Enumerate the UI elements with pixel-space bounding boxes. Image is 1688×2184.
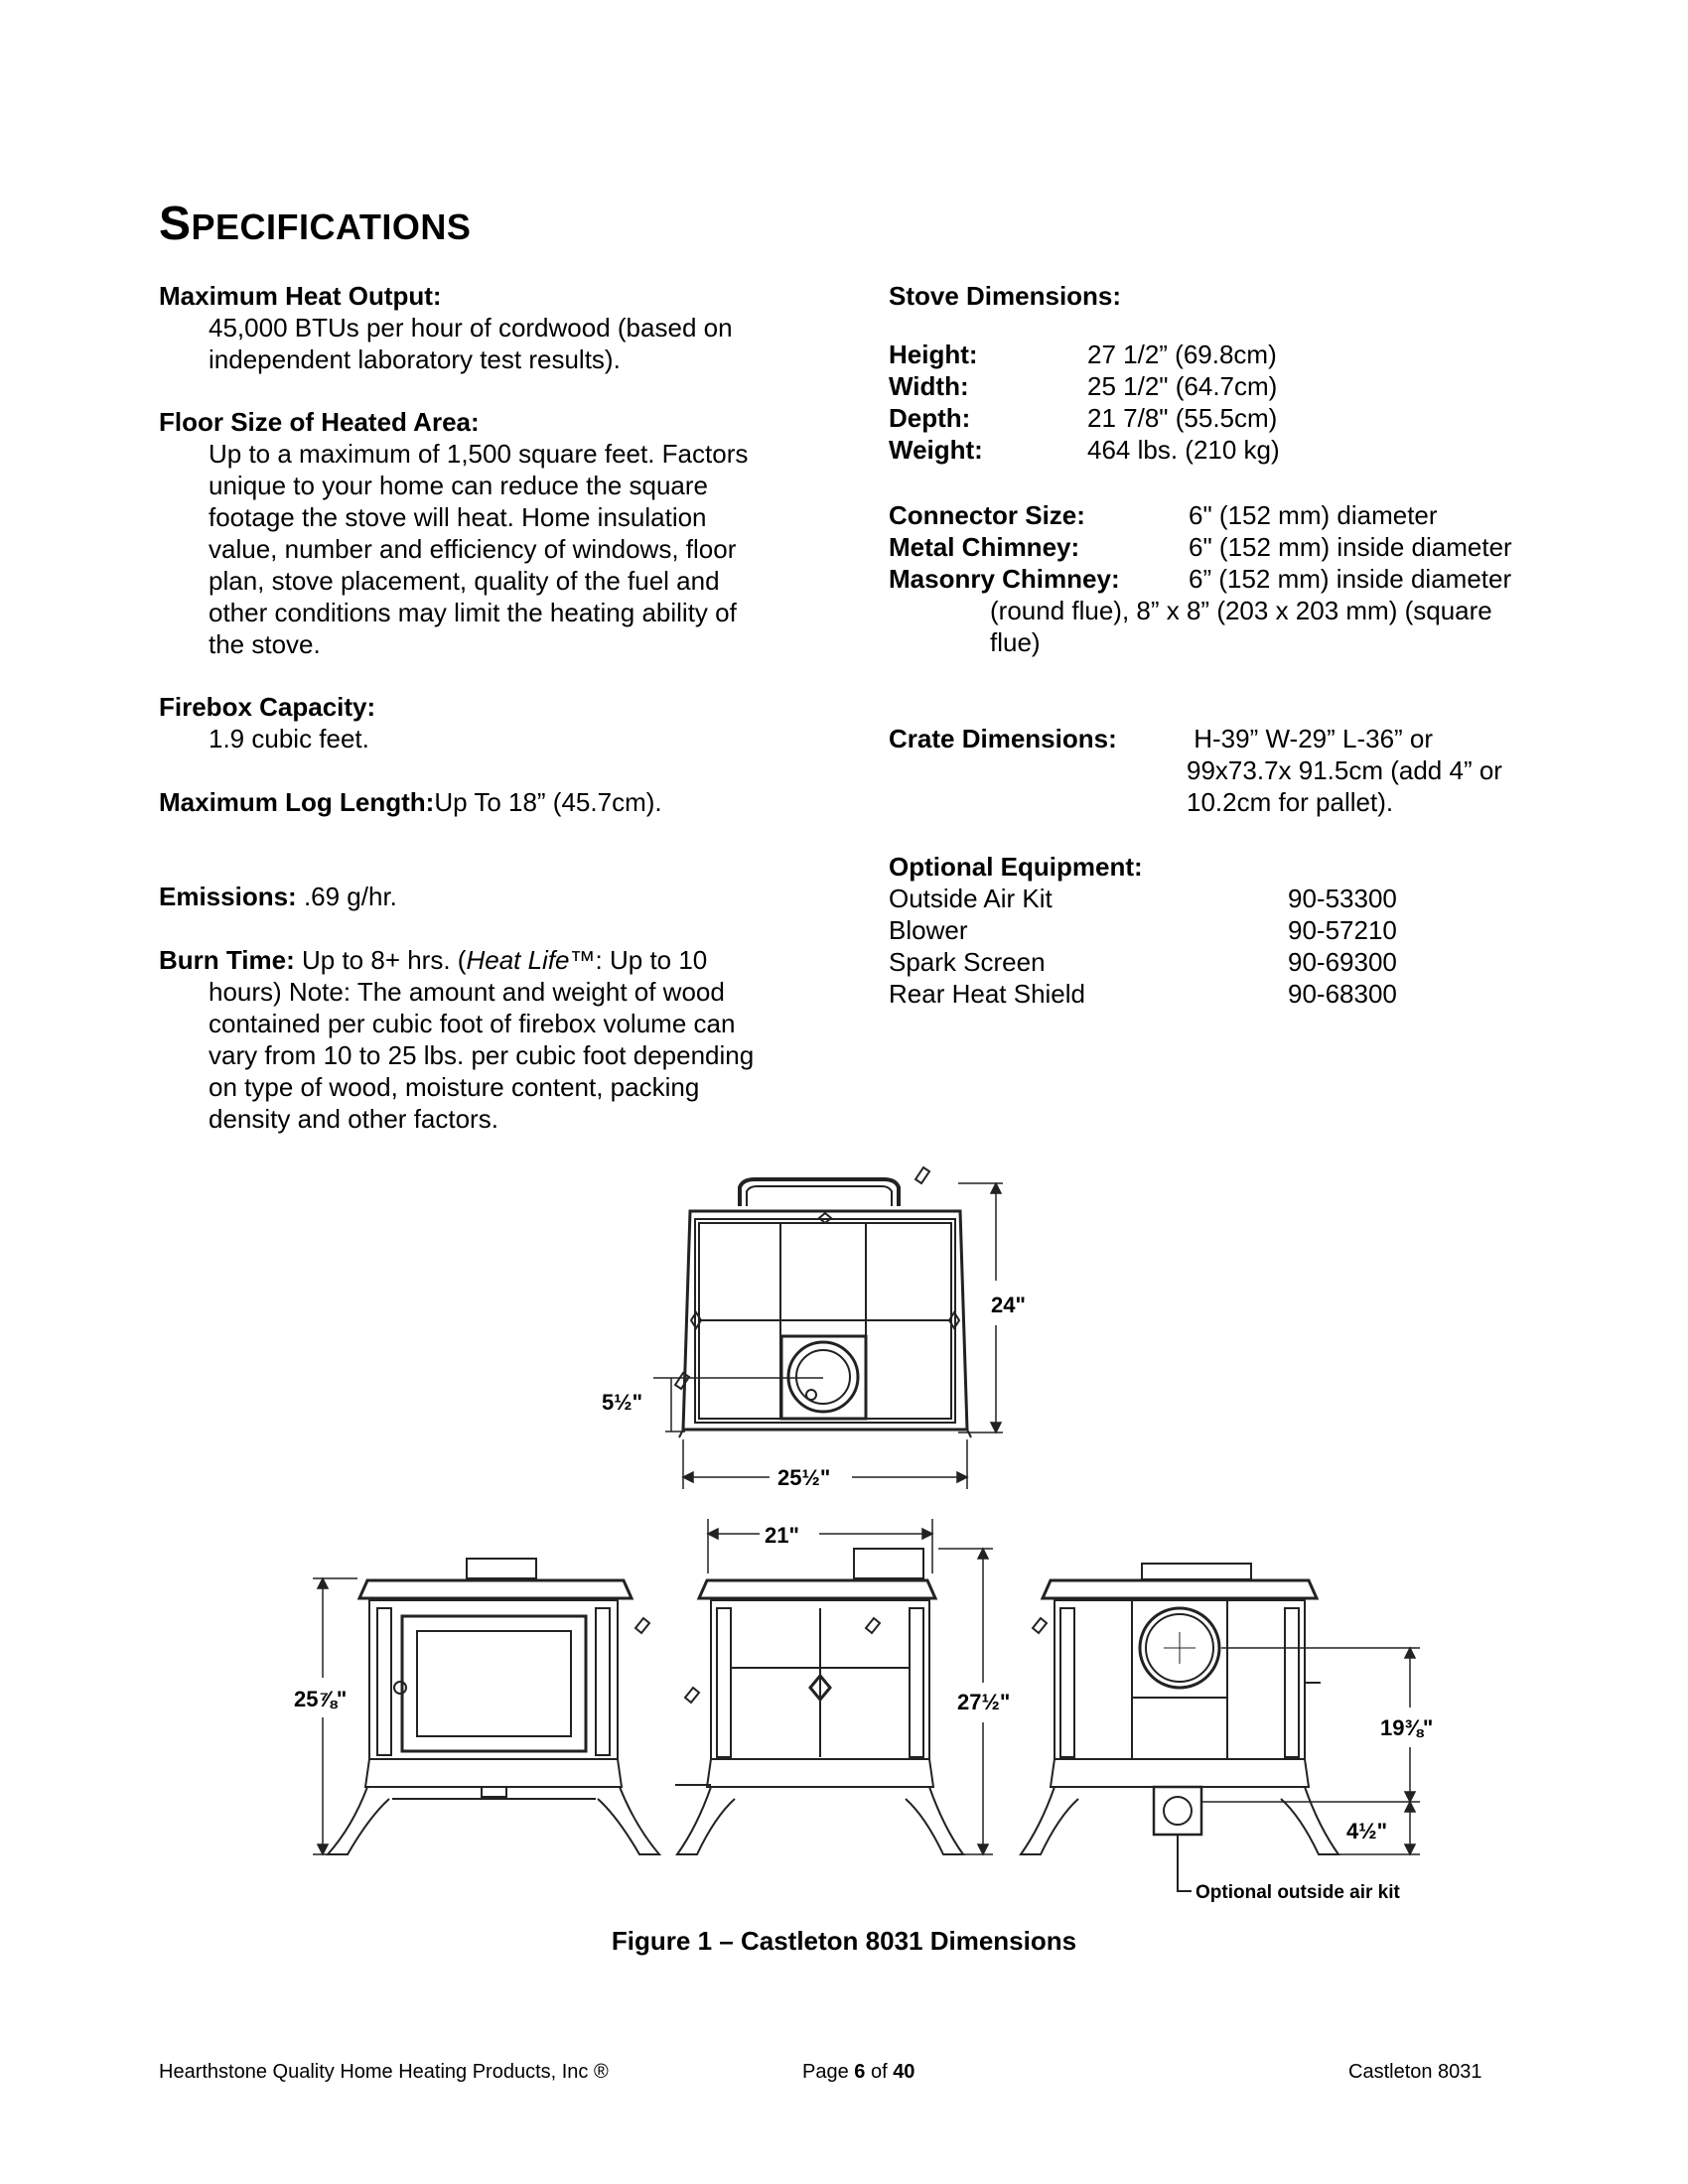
side-view-dimensions [708,1519,993,1854]
optional-item-part: 90-69300 [1288,947,1397,977]
optional-item-name: Outside Air Kit [889,884,1053,913]
optional-item-part: 90-53300 [1288,884,1397,913]
max-heat-line2: independent laboratory test results). [209,344,621,374]
optional-equipment-label: Optional Equipment: [889,852,1143,882]
floor-size-label: Floor Size of Heated Area: [159,407,480,437]
masonry-cont: (round flue), 8” x 8” (203 x 203 mm) (square [990,596,1492,625]
burn-line: contained per cubic foot of firebox volume can [209,1009,736,1038]
dim-24-label: 24" [991,1293,1026,1317]
footer-page-number [802,2061,914,2084]
max-heat-label: Maximum Heat Output: [159,281,442,311]
dim-19-3-8-label: 19⅜" [1380,1715,1434,1740]
heat-life-text: Heat Life™ [466,945,596,975]
dim-4-half-label: 4½" [1346,1819,1388,1843]
log-length-label: Maximum Log Length: [159,787,435,817]
burn-time-pre: Up to 8+ hrs. ( [294,945,467,975]
dim-label: Depth: [889,403,971,433]
dim-value: 21 7/8" (55.5cm) [1087,403,1278,433]
burn-line: hours) Note: The amount and weight of wood [209,977,725,1007]
firebox-label: Firebox Capacity: [159,692,376,722]
rear-view-drawing [1021,1564,1338,1891]
dim-27-half-label: 27½" [957,1690,1011,1714]
connector-label: Connector Size: [889,500,1085,530]
crate-line: H-39” W-29” L-36” or [1187,724,1434,753]
burn-line: on type of wood, moisture content, packing [209,1072,700,1102]
floor-line: footage the stove will heat. Home insulation [209,502,707,532]
page-current: 6 [854,2061,866,2083]
metal-chimney-label: Metal Chimney: [889,532,1080,562]
max-heat-line1: 45,000 BTUs per hour of cordwood (based on [209,313,733,342]
side-view-drawing [675,1549,963,1854]
page-of: of [865,2061,894,2083]
crate-line: 99x73.7x 91.5cm (add 4” or [1187,755,1502,785]
floor-line: unique to your home can reduce the square [209,471,709,500]
title-initial: S [159,198,192,250]
optional-item-name: Blower [889,915,968,945]
burn-time-label: Burn Time: [159,945,295,975]
log-length-value: Up To 18” (45.7cm). [434,787,662,817]
floor-line: Up to a maximum of 1,500 square feet. Factors [209,439,749,469]
crate-line: 10.2cm for pallet). [1187,787,1394,817]
stove-dims-label: Stove Dimensions: [889,281,1122,311]
metal-chimney-value: 6" (152 mm) inside diameter [1189,532,1512,562]
optional-item-part: 90-68300 [1288,979,1397,1009]
floor-line: the stove. [209,629,321,659]
dim-25-7-8-label: 25⅞" [294,1687,348,1711]
dim-25-half-label: 25½" [777,1465,831,1490]
front-view-dimensions [313,1578,357,1854]
floor-line: value, number and efficiency of windows, floor [209,534,737,564]
dim-5-half-label: 5½" [602,1390,643,1415]
optional-item-name: Rear Heat Shield [889,979,1085,1009]
burn-line: density and other factors. [209,1104,498,1134]
dim-label: Height: [889,340,978,369]
dim-value: 464 lbs. (210 kg) [1087,435,1280,465]
dim-21-label: 21" [765,1523,799,1548]
emissions-label: Emissions: [159,882,297,911]
floor-line: plan, stove placement, quality of the fuel and [209,566,720,596]
crate-dims-label: Crate Dimensions: [889,724,1117,753]
dim-value: 25 1/2" (64.7cm) [1087,371,1278,401]
title-rest: PECIFICATIONS [191,206,472,247]
floor-line: other conditions may limit the heating ability of [209,598,737,627]
masonry-chimney-label: Masonry Chimney: [889,564,1120,594]
page-total: 40 [893,2061,915,2083]
page-prefix: Page [802,2061,855,2083]
dim-label: Width: [889,371,969,401]
footer-company: Hearthstone Quality Home Heating Products, Inc ® [159,2061,609,2083]
figure-caption: Figure 1 – Castleton 8031 Dimensions [611,1926,1077,1956]
burn-time-post: : Up to 10 [595,945,708,975]
masonry-chimney-value: 6” (152 mm) inside diameter [1189,564,1512,594]
dim-value: 27 1/2” (69.8cm) [1087,340,1277,369]
optional-item-part: 90-57210 [1288,915,1397,945]
masonry-cont: flue) [990,627,1041,657]
footer-model: Castleton 8031 [1348,2061,1482,2083]
burn-line: vary from 10 to 25 lbs. per cubic foot depending [209,1040,755,1070]
outside-air-kit-label: Optional outside air kit [1196,1882,1400,1903]
dim-label: Weight: [889,435,983,465]
front-view-drawing [328,1559,659,1854]
top-view-drawing [675,1167,971,1437]
firebox-value: 1.9 cubic feet. [209,724,369,753]
optional-item-name: Spark Screen [889,947,1046,977]
emissions-value: .69 g/hr. [296,882,397,911]
connector-value: 6" (152 mm) diameter [1189,500,1438,530]
